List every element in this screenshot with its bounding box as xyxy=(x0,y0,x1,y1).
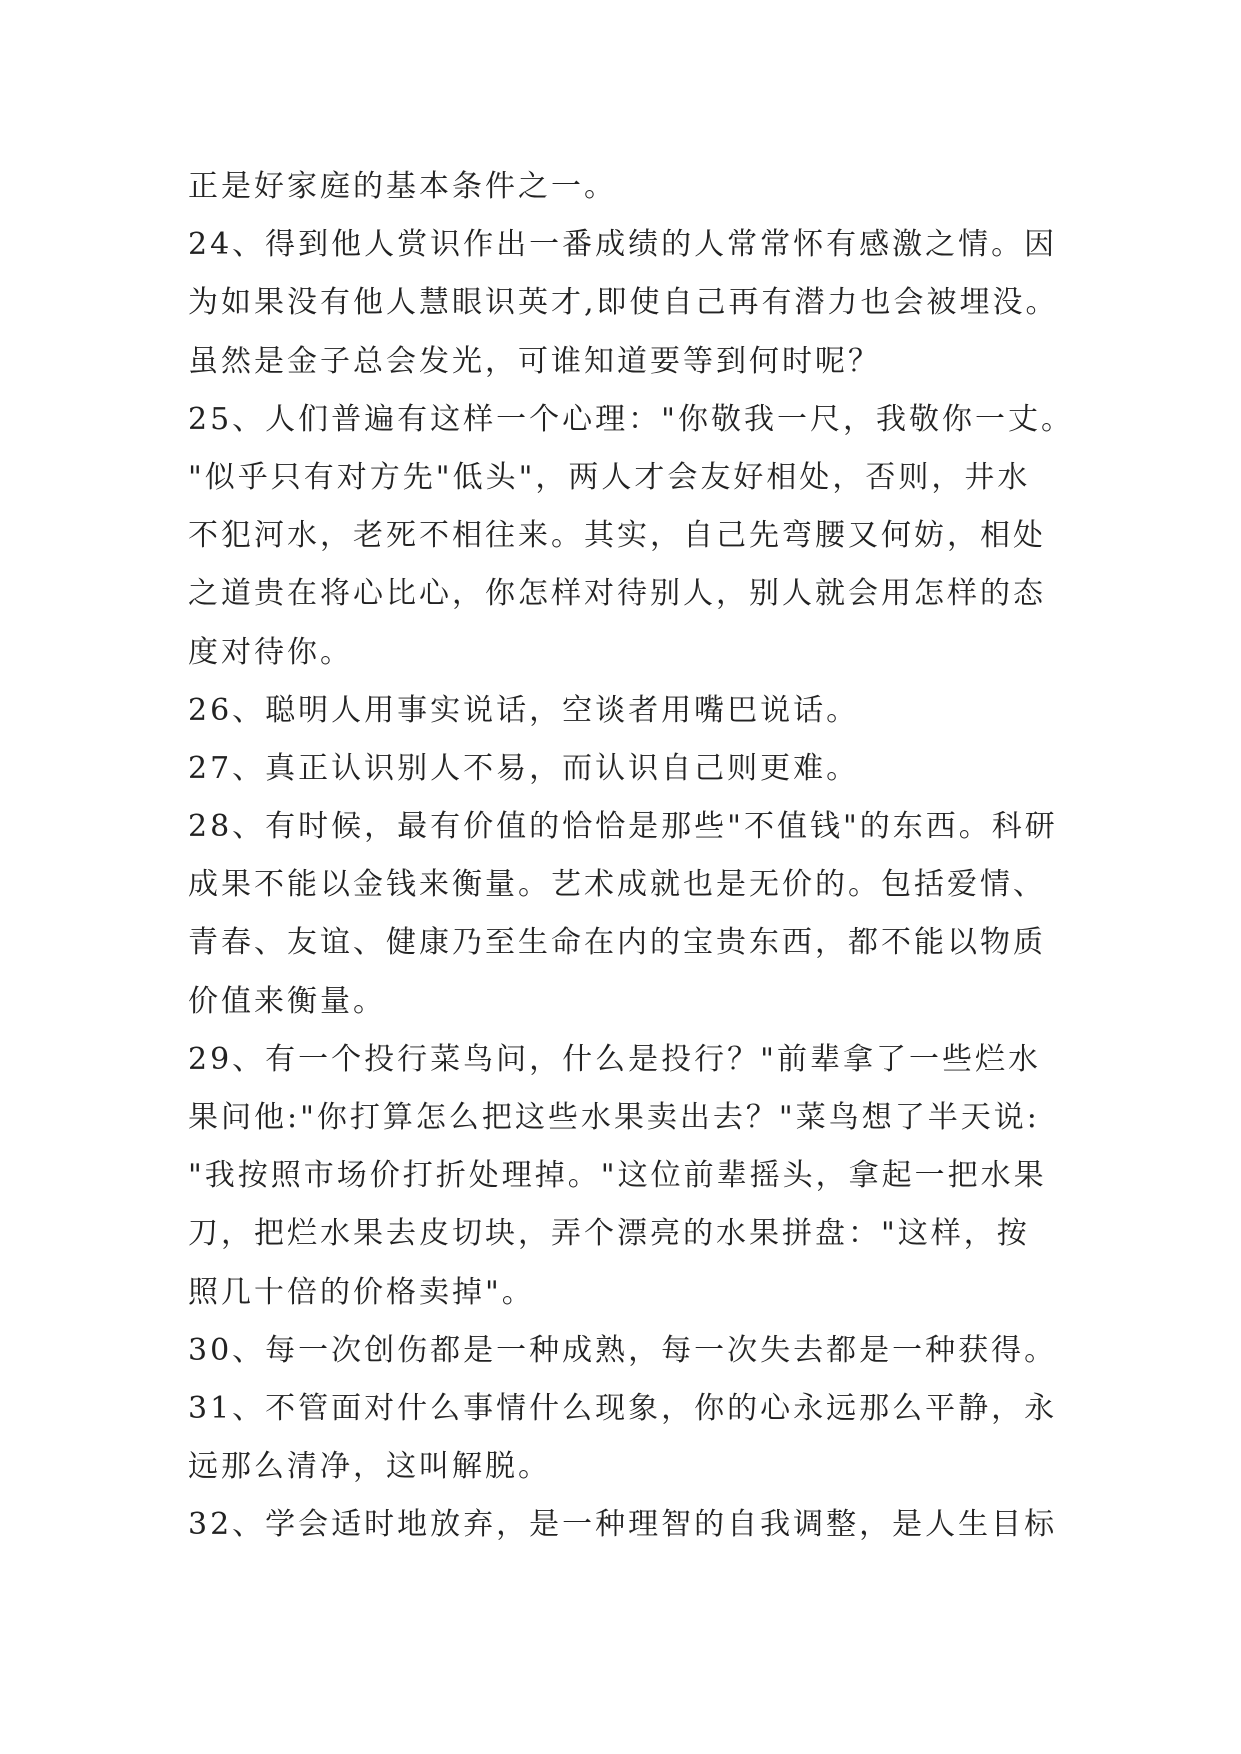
text-line: 30、每一次创伤都是一种成熟，每一次失去都是一种获得。 xyxy=(188,1332,1058,1368)
text-line: 不犯河水，老死不相往来。其实，自己先弯腰又何妨，相处 xyxy=(188,518,1046,554)
text-line: 26、聪明人用事实说话，空谈者用嘴巴说话。 xyxy=(188,692,860,728)
text-line: 31、不管面对什么事情什么现象，你的心永远那么平静，永 xyxy=(188,1390,1058,1426)
text-line: 28、有时候，最有价值的恰恰是那些"不值钱"的东西。科研 xyxy=(188,809,1058,845)
text-line: "我按照市场价打折处理掉。"这位前辈摇头，拿起一把水果 xyxy=(188,1158,1047,1194)
text-line: 果问他:"你打算怎么把这些水果卖出去？"菜鸟想了半天说: xyxy=(188,1100,1040,1135)
text-line: "似乎只有对方先"低头"，两人才会友好相处，否则，井水 xyxy=(188,459,1031,495)
text-line: 照几十倍的价格卖掉"。 xyxy=(188,1274,535,1310)
text-line: 32、学会适时地放弃，是一种理智的自我调整，是人生目标 xyxy=(188,1507,1058,1543)
text-line: 青春、友谊、健康乃至生命在内的宝贵东西，都不能以物质 xyxy=(188,925,1046,961)
text-line: 虽然是金子总会发光，可谁知道要等到何时呢？ xyxy=(188,343,881,379)
text-line: 成果不能以金钱来衡量。艺术成就也是无价的。包括爱情、 xyxy=(188,867,1046,903)
text-line: 刀，把烂水果去皮切块，弄个漂亮的水果拼盘："这样，按 xyxy=(188,1216,1030,1252)
text-line: 正是好家庭的基本条件之一。 xyxy=(188,169,617,204)
text-line: 之道贵在将心比心，你怎样对待别人，别人就会用怎样的态 xyxy=(188,576,1046,612)
text-line: 为如果没有他人慧眼识英才,即使自己再有潜力也会被埋没。 xyxy=(188,285,1059,321)
text-line: 远那么清净，这叫解脱。 xyxy=(188,1449,551,1485)
text-line: 29、有一个投行菜鸟问，什么是投行？"前辈拿了一些烂水 xyxy=(188,1041,1041,1077)
text-line: 25、人们普遍有这样一个心理："你敬我一尺，我敬你一丈。 xyxy=(188,401,1074,437)
text-line: 度对待你。 xyxy=(188,634,353,670)
text-line: 价值来衡量。 xyxy=(188,983,386,1019)
document-body xyxy=(188,158,1088,1555)
text-line: 24、得到他人赏识作出一番成绩的人常常怀有感激之情。因 xyxy=(188,227,1058,263)
text-line: 27、真正认识别人不易，而认识自己则更难。 xyxy=(188,750,860,786)
